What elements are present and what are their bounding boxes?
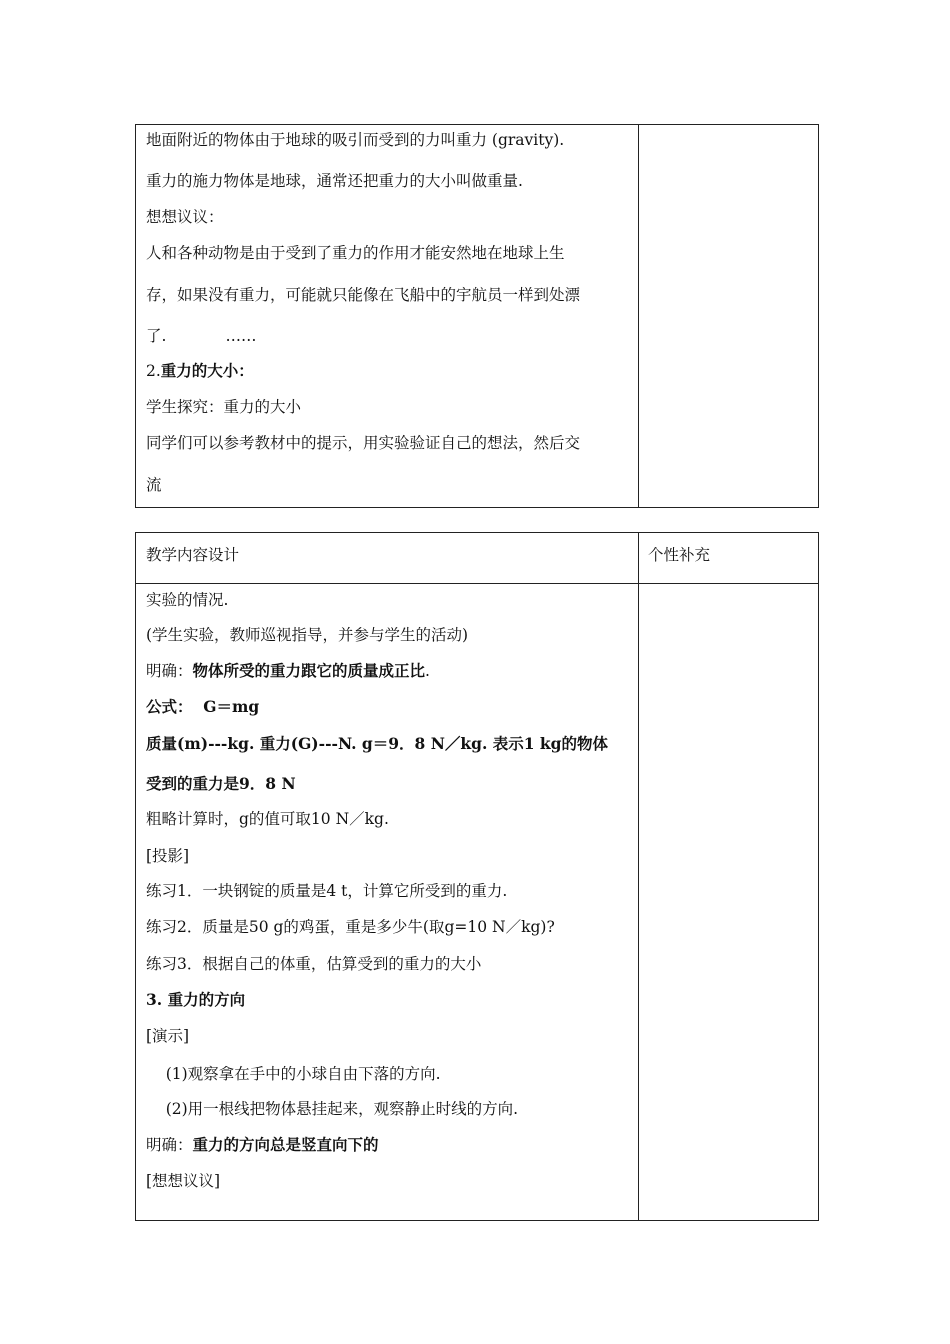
bold-text: 物体所受的重力跟它的质量成正比 (192, 661, 426, 680)
text-line (146, 326, 257, 346)
text-line (146, 697, 259, 717)
text-line (146, 990, 245, 1010)
text-segment: 学生探究：重力的大小 (146, 398, 302, 416)
supplement-column (639, 125, 818, 507)
text-segment: [想想议议] (146, 1172, 221, 1190)
text-segment: 了. …… (146, 327, 257, 345)
text-line (146, 917, 555, 937)
text-segment: (学生实验，教师巡视指导，并参与学生的活动) (146, 626, 469, 644)
text-line (146, 433, 580, 453)
text-line (146, 207, 224, 227)
text-line (146, 625, 468, 645)
bold-text: 重力的方向总是竖直向下的 (192, 1135, 379, 1154)
text-segment: [演示] (146, 1027, 190, 1045)
text-segment: 流 (146, 476, 162, 494)
text-line (146, 361, 254, 381)
text-segment: 地面附近的物体由于地球的吸引而受到的力叫重力 (gravity). (146, 131, 565, 149)
text-line (146, 475, 162, 495)
text-segment: . (425, 662, 430, 680)
text-segment: 重力的施力物体是地球，通常还把重力的大小叫做重量. (146, 172, 523, 190)
text-line (146, 285, 580, 305)
text-line (146, 171, 523, 191)
supplement-column (639, 584, 818, 1220)
bold-text: 重力的大小： (160, 361, 254, 380)
content-table-continued (135, 124, 819, 508)
bold-text: 公式： G＝mg (146, 697, 260, 716)
text-line (146, 1135, 379, 1155)
bold-text: 质量(m)---kg. 重力(G)---N. g＝9．8 N／kg. 表示1 kg的物体 (146, 734, 609, 753)
text-segment: 明确： (146, 1136, 193, 1154)
text-line (146, 590, 228, 610)
text-segment: 练习2．质量是50 g的鸡蛋，重是多少牛(取g=10 N／kg)? (146, 918, 555, 936)
text-segment: 实验的情况. (146, 591, 229, 609)
bold-text: 受到的重力是9．8 N (146, 774, 296, 793)
text-segment: [投影] (146, 847, 190, 865)
text-segment: 想想议议： (146, 208, 224, 226)
text-line (146, 243, 565, 263)
text-line (146, 1026, 189, 1046)
text-line (146, 397, 301, 417)
text-segment: (1)观察拿在手中的小球自由下落的方向. (146, 1065, 441, 1083)
text-line (146, 846, 189, 866)
text-segment: 人和各种动物是由于受到了重力的作用才能安然地在地球上生 (146, 244, 565, 262)
text-line (146, 809, 389, 829)
text-segment: 练习3．根据自己的体重，估算受到的重力的大小 (146, 955, 482, 973)
text-line (146, 1099, 518, 1119)
text-line (146, 734, 608, 754)
text-line (146, 774, 296, 794)
text-segment: 存，如果没有重力，可能就只能像在飞船中的宇航员一样到处漂 (146, 286, 581, 304)
text-line (146, 881, 507, 901)
text-segment: 明确： (146, 662, 193, 680)
bold-text: 3. 重力的方向 (146, 990, 246, 1009)
text-line (146, 661, 430, 681)
header-personal-supplement: 个性补充 (648, 546, 711, 564)
text-segment: 练习1．一块钢锭的质量是4 t，计算它所受到的重力. (146, 882, 508, 900)
header-teaching-design: 教学内容设计 (146, 546, 240, 564)
text-line (146, 130, 564, 150)
content-table (135, 532, 819, 1221)
text-segment: (2)用一根线把物体悬挂起来，观察静止时线的方向. (146, 1100, 519, 1118)
text-segment: 2. (146, 362, 161, 380)
text-line (146, 954, 481, 974)
text-segment: 同学们可以参考教材中的提示，用实验验证自己的想法，然后交 (146, 434, 581, 452)
text-line (146, 1064, 441, 1084)
text-line (146, 1171, 220, 1191)
text-segment: 粗略计算时，g的值可取10 N／kg. (146, 810, 389, 828)
